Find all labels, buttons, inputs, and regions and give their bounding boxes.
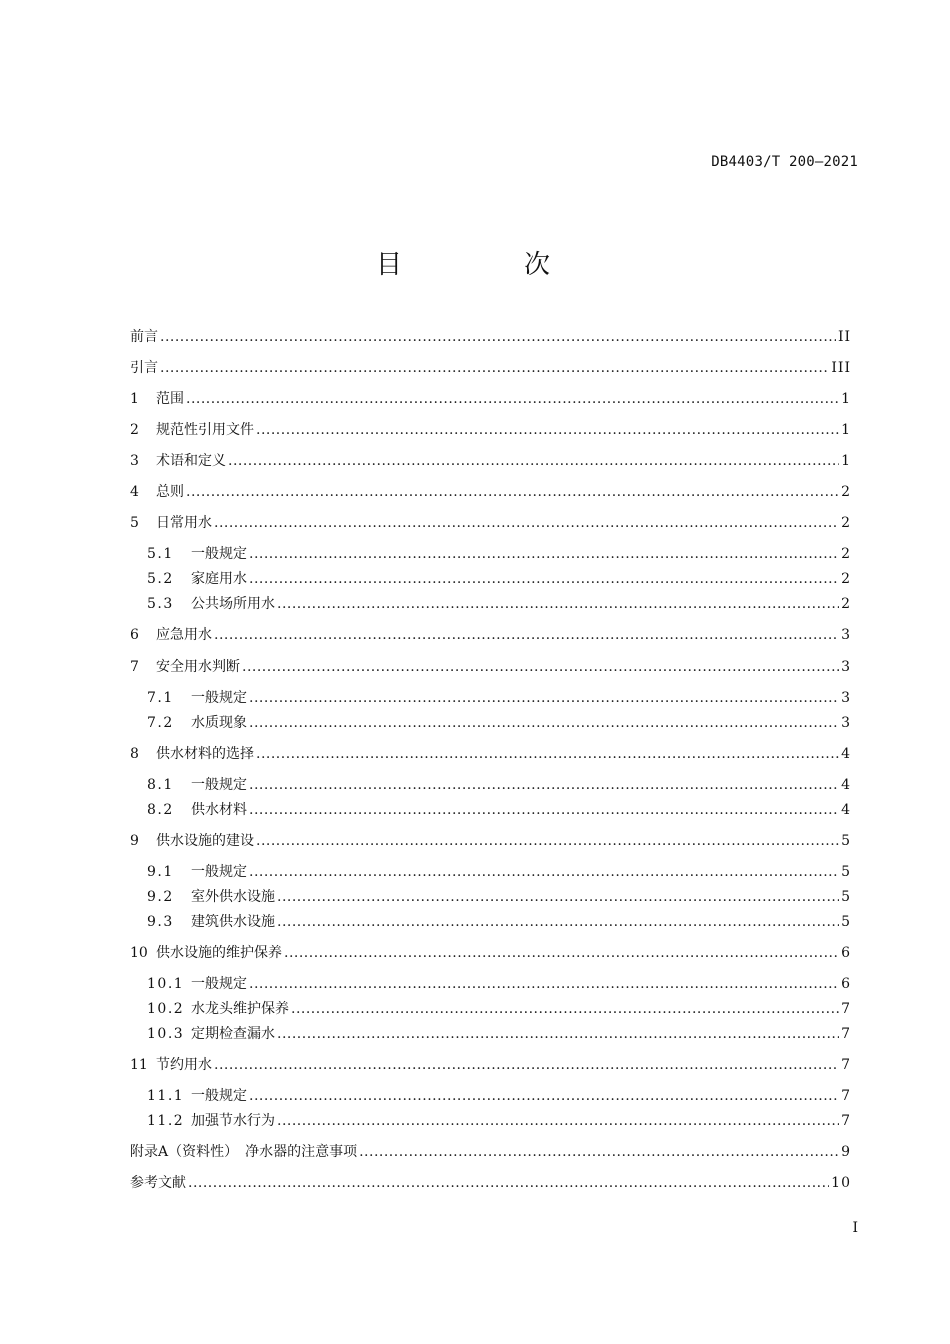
toc-entry-page: 3 [841, 690, 851, 706]
toc-entry-label: 引言 [130, 360, 158, 376]
toc-entry-number: 2 [130, 422, 139, 438]
toc-entry-label: 一般规定 [191, 864, 247, 880]
toc-entry-page: 7 [841, 1113, 851, 1129]
toc-entry-label: 范围 [156, 391, 184, 407]
toc-entry-number: 10.3 [147, 1026, 185, 1042]
dot-leader [284, 943, 839, 963]
toc-entry-label: 水龙头维护保养 [191, 1001, 289, 1017]
toc-entry-10[interactable] [130, 943, 851, 963]
toc-entry-number: 5.3 [147, 596, 174, 612]
toc-entry-number: 8.1 [147, 777, 174, 793]
dot-leader [214, 625, 839, 645]
toc-entry-number: 5 [130, 515, 139, 531]
toc-entry-label: 节约用水 [156, 1057, 212, 1073]
toc-entry-10-3[interactable] [147, 1024, 851, 1044]
toc-entry-page: 4 [841, 746, 851, 762]
dot-leader [249, 688, 839, 708]
toc-entry-7-1[interactable] [147, 688, 851, 708]
toc-entry-label: 公共场所用水 [191, 596, 275, 612]
toc-entry-page: 1 [841, 422, 851, 438]
toc-entry-5[interactable] [130, 513, 851, 533]
toc-entry-7-2[interactable] [147, 713, 851, 733]
dot-leader [256, 831, 839, 851]
dot-leader [214, 1055, 839, 1075]
toc-entry-page: 7 [841, 1001, 851, 1017]
toc-entry-page: 1 [841, 391, 851, 407]
toc-entry-label: 一般规定 [191, 546, 247, 562]
toc-entry-page: 3 [841, 627, 851, 643]
dot-leader [249, 974, 839, 994]
toc-entry-number: 1 [130, 391, 139, 407]
toc-entry-page: 3 [841, 659, 851, 675]
toc-entry-number: 5.2 [147, 571, 174, 587]
toc-entry-label: 供水设施的维护保养 [156, 945, 282, 961]
toc-entry-foreword[interactable] [130, 327, 851, 347]
dot-leader [249, 775, 839, 795]
toc-entry-label: 一般规定 [191, 976, 247, 992]
dot-leader [160, 358, 829, 378]
toc-entry-number: 10 [130, 945, 148, 961]
toc-entry-page: 2 [841, 571, 851, 587]
dot-leader [249, 544, 839, 564]
toc-entry-1[interactable] [130, 389, 851, 409]
dot-leader [291, 999, 839, 1019]
dot-leader [256, 744, 839, 764]
page-number: I [852, 1220, 858, 1236]
toc-entry-number: 8.2 [147, 802, 174, 818]
toc-entry-label: 加强节水行为 [191, 1113, 275, 1129]
toc-entry-introduction[interactable] [130, 358, 851, 378]
toc-entry-number: 3 [130, 453, 139, 469]
toc-entry-number: 11 [130, 1057, 148, 1073]
toc-entry-5-1[interactable] [147, 544, 851, 564]
toc-entry-label: 参考文献 [130, 1175, 186, 1191]
toc-entry-page: 6 [841, 976, 851, 992]
toc-entry-page: 5 [841, 833, 851, 849]
toc-entry-label: 定期检查漏水 [191, 1026, 275, 1042]
toc-entry-number: 9 [130, 833, 139, 849]
toc-entry-number: 7.1 [147, 690, 174, 706]
toc-entry-label: 规范性引用文件 [156, 422, 254, 438]
toc-entry-label: 家庭用水 [191, 571, 247, 587]
toc-entry-page: 7 [841, 1088, 851, 1104]
dot-leader [277, 1024, 839, 1044]
dot-leader [186, 389, 839, 409]
toc-entry-8-2[interactable] [147, 800, 851, 820]
toc-title: 目 次 [375, 250, 598, 280]
toc-entry-label: 前言 [130, 329, 158, 345]
toc-entry-label: 水质现象 [191, 715, 247, 731]
dot-leader [249, 800, 839, 820]
dot-leader [228, 451, 839, 471]
toc-entry-label: 一般规定 [191, 690, 247, 706]
toc-entry-11-1[interactable] [147, 1086, 851, 1106]
toc-entry-9-1[interactable] [147, 862, 851, 882]
toc-entry-9-3[interactable] [147, 912, 851, 932]
dot-leader [242, 657, 839, 677]
toc-entry-number: 11.1 [147, 1088, 185, 1104]
dot-leader [359, 1142, 839, 1162]
toc-entry-10-2[interactable] [147, 999, 851, 1019]
toc-entry-label: 附录A（资料性） 净水器的注意事项 [130, 1144, 358, 1160]
dot-leader [188, 1173, 829, 1193]
toc-entry-label: 总则 [156, 484, 184, 500]
toc-entry-page: 10 [831, 1175, 851, 1191]
toc-entry-label: 建筑供水设施 [191, 914, 275, 930]
toc-entry-label: 安全用水判断 [156, 659, 240, 675]
toc-entry-page: II [837, 329, 851, 345]
toc-entry-7[interactable] [130, 657, 851, 677]
toc-entry-page: 9 [841, 1144, 851, 1160]
dot-leader [160, 327, 836, 347]
toc-entry-page: 2 [841, 596, 851, 612]
dot-leader [214, 513, 839, 533]
toc-entry-11-2[interactable] [147, 1111, 851, 1131]
dot-leader [249, 1086, 839, 1106]
toc-entry-9-2[interactable] [147, 887, 851, 907]
toc-entry-label: 供水材料 [191, 802, 247, 818]
toc-entry-number: 4 [130, 484, 139, 500]
dot-leader [277, 887, 839, 907]
toc-entry-label: 室外供水设施 [191, 889, 275, 905]
toc-entry-page: 2 [841, 515, 851, 531]
toc-entry-4[interactable] [130, 482, 851, 502]
toc-entry-label: 供水材料的选择 [156, 746, 254, 762]
toc-entry-page: 4 [841, 777, 851, 793]
toc-entry-number: 10.2 [147, 1001, 185, 1017]
toc-entry-number: 9.1 [147, 864, 174, 880]
toc-entry-page: 5 [841, 914, 851, 930]
document-code: DB4403/T 200—2021 [711, 154, 858, 170]
toc-entry-number: 5.1 [147, 546, 174, 562]
toc-entry-page: 1 [841, 453, 851, 469]
toc-entry-6[interactable] [130, 625, 851, 645]
toc-entry-page: 7 [841, 1057, 851, 1073]
toc-entry-label: 一般规定 [191, 1088, 247, 1104]
toc-entry-label: 应急用水 [156, 627, 212, 643]
dot-leader [277, 1111, 839, 1131]
toc-entry-page: 4 [841, 802, 851, 818]
dot-leader [249, 569, 839, 589]
toc-entry-number: 8 [130, 746, 139, 762]
toc-entry-page: 6 [841, 945, 851, 961]
toc-entry-page: 5 [841, 889, 851, 905]
toc-entry-page: 7 [841, 1026, 851, 1042]
toc-entry-page: III [831, 360, 851, 376]
dot-leader [249, 713, 839, 733]
toc-entry-5-3[interactable] [147, 594, 851, 614]
dot-leader [249, 862, 839, 882]
toc-entry-label: 术语和定义 [156, 453, 226, 469]
toc-entry-number: 7 [130, 659, 139, 675]
toc-entry-11[interactable] [130, 1055, 851, 1075]
toc-entry-page: 2 [841, 546, 851, 562]
toc-entry-8[interactable] [130, 744, 851, 764]
toc-entry-page: 3 [841, 715, 851, 731]
toc-entry-page: 2 [841, 484, 851, 500]
toc-entry-label: 供水设施的建设 [156, 833, 254, 849]
toc-entry-number: 9.3 [147, 914, 174, 930]
toc-entry-10-1[interactable] [147, 974, 851, 994]
toc-entry-5-2[interactable] [147, 569, 851, 589]
toc-entry-page: 5 [841, 864, 851, 880]
toc-entry-number: 10.1 [147, 976, 185, 992]
toc-entry-annex-a[interactable] [130, 1142, 851, 1162]
toc-entry-number: 11.2 [147, 1113, 185, 1129]
toc-entry-9[interactable] [130, 831, 851, 851]
toc-entry-label: 日常用水 [156, 515, 212, 531]
toc-entry-number: 7.2 [147, 715, 174, 731]
toc-entry-8-1[interactable] [147, 775, 851, 795]
dot-leader [186, 482, 839, 502]
toc-entry-2[interactable] [130, 420, 851, 440]
toc-entry-number: 9.2 [147, 889, 174, 905]
toc-entry-number: 6 [130, 627, 139, 643]
dot-leader [256, 420, 839, 440]
dot-leader [277, 594, 839, 614]
dot-leader [277, 912, 839, 932]
toc-entry-bibliography[interactable] [130, 1173, 851, 1193]
toc-entry-3[interactable] [130, 451, 851, 471]
toc-entry-label: 一般规定 [191, 777, 247, 793]
